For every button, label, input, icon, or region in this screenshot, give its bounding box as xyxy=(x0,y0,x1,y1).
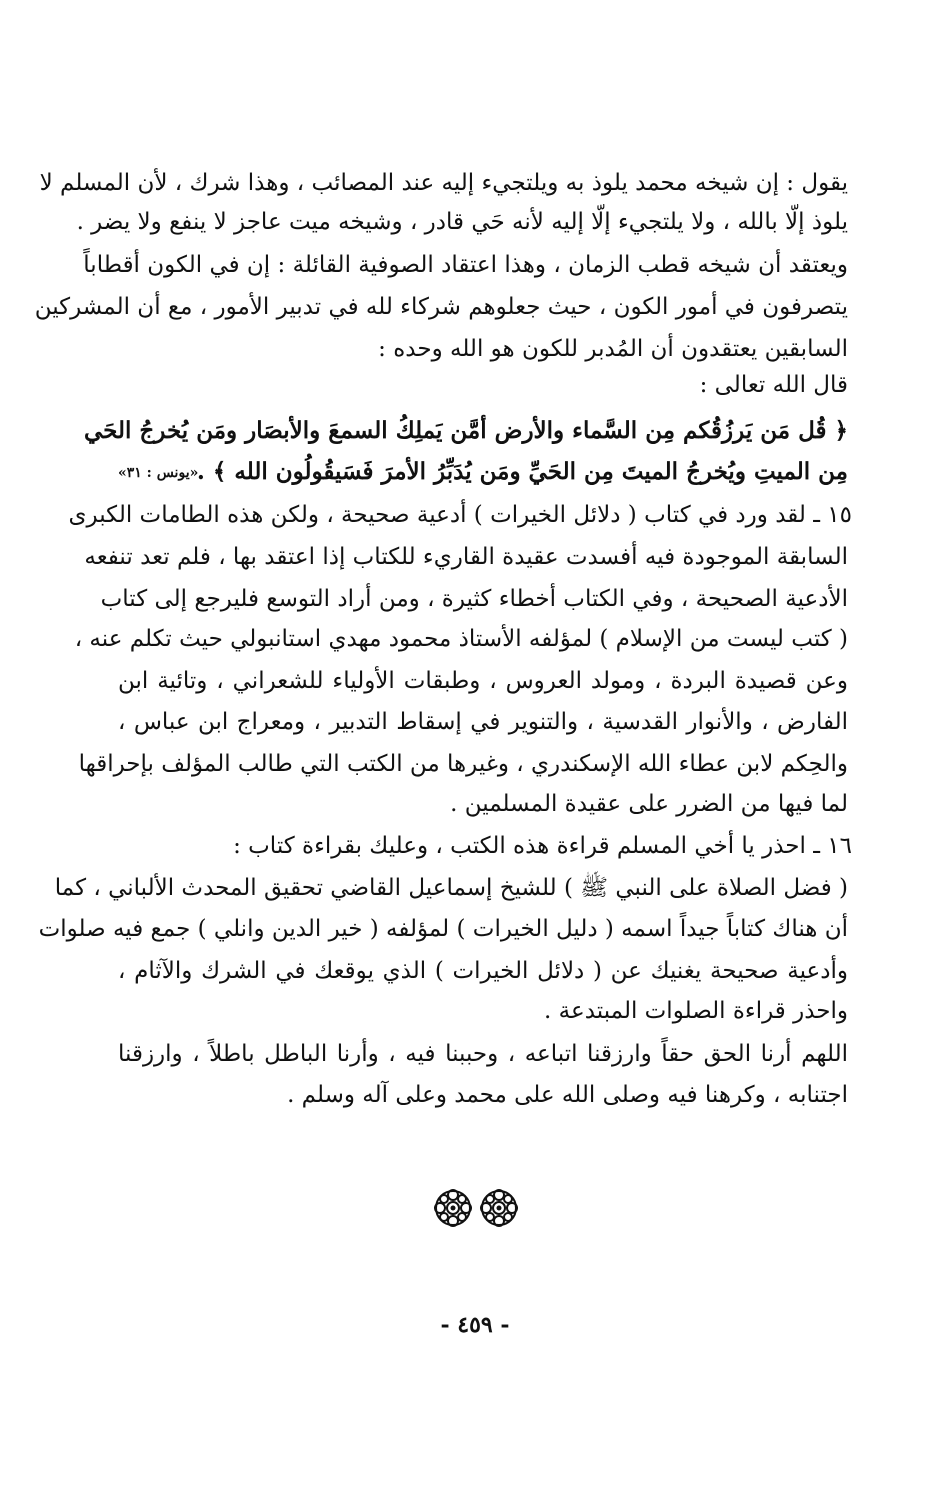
quran-verse-line xyxy=(118,460,848,483)
text-line: الأدعية الصحيحة ، وفي الكتاب أخطاء كثيرة ، ومن أراد التوسع فليرجع إلى كتاب xyxy=(100,586,848,612)
text-line: لما فيها من الضرر على عقيدة المسلمين . xyxy=(450,791,848,817)
text-line: ( كتب ليست من الإسلام ) لمؤلفه الأستاذ محمود مهدي استانبولي حيث تكلم عنه ، xyxy=(74,626,848,652)
quran-verse-text: مِن الميتِ ويُخرجُ الميتَ مِن الحَيِّ ومَن يُدَبِّرُ الأمرَ فَسَيقُولُون الله ﴾ . xyxy=(196,458,848,485)
verse-reference: «يونس : ٣١» xyxy=(118,465,199,481)
numbered-item-16: ١٦ ـ احذر يا أخي المسلم قراءة هذه الكتب ، وعليك بقراءة كتاب : xyxy=(233,833,852,859)
flower-ornament-icon xyxy=(430,1186,522,1230)
numbered-item-15: ١٥ ـ لقد ورد في كتاب ( دلائل الخيرات ) أدعية صحيحة ، ولكن هذه الطامات الكبرى xyxy=(68,502,852,528)
text-line: اللهم أرنا الحق حقاً وارزقنا اتباعه ، وحببنا فيه ، وأرنا الباطل باطلاً ، وارزقنا xyxy=(118,1041,848,1067)
quran-verse-line: ﴿ قُل مَن يَرزُقُكم مِن السَّماء والأرض أمَّن يَملِكُ السمعَ والأبصَار ومَن يُخرجُ الحَي xyxy=(84,417,848,444)
text-line: ( فضل الصلاة على النبي ﷺ ) للشيخ إسماعيل القاضي تحقيق المحدث الألباني ، كما xyxy=(54,875,848,901)
text-line: السابقين يعتقدون أن المُدبر للكون هو الله وحده : xyxy=(378,336,848,362)
text-line: اجتنابه ، وكرهنا فيه وصلى الله على محمد وعلى آله وسلم . xyxy=(287,1082,848,1108)
text-line: أن هناك كتاباً جيداً اسمه ( دليل الخيرات ) لمؤلفه ( خير الدين وانلي ) جمع فيه صلوات xyxy=(38,916,848,942)
text-line: قال الله تعالى : xyxy=(699,372,848,398)
text-line: يقول : إن شيخه محمد يلوذ به ويلتجيء إليه عند المصائب ، وهذا شرك ، لأن المسلم لا xyxy=(39,170,848,196)
text-line: والحِكم لابن عطاء الله الإسكندري ، وغيرها من الكتب التي طالب المؤلف بإحراقها xyxy=(78,751,848,777)
text-line: ويعتقد أن شيخه قطب الزمان ، وهذا اعتقاد الصوفية القائلة : إن في الكون أقطاباً xyxy=(83,252,848,278)
page-number: - ٤٥٩ - xyxy=(440,1312,510,1338)
text-line: يتصرفون في أمور الكون ، حيث جعلوهم شركاء لله في تدبير الأمور ، مع أن المشركين xyxy=(34,294,848,320)
text-line: يلوذ إلّا بالله ، ولا يلتجيء إلّا إليه لأنه حَي قادر ، وشيخه ميت عاجز لا ينفع ولا يضر . xyxy=(76,209,848,235)
text-line: السابقة الموجودة فيه أفسدت عقيدة القاريء للكتاب إذا اعتقد بها ، فلم تعد تنفعه xyxy=(84,544,848,570)
text-line: الفارض ، والأنوار القدسية ، والتنوير في إسقاط التدبير ، ومعراج ابن عباس ، xyxy=(118,709,848,735)
text-line: واحذر قراءة الصلوات المبتدعة . xyxy=(544,998,848,1024)
text-line: وأدعية صحيحة يغنيك عن ( دلائل الخيرات ) الذي يوقعك في الشرك والآثام ، xyxy=(118,958,848,984)
text-line: وعن قصيدة البردة ، ومولد العروس ، وطبقات الأولياء للشعراني ، وتائية ابن xyxy=(118,668,848,694)
